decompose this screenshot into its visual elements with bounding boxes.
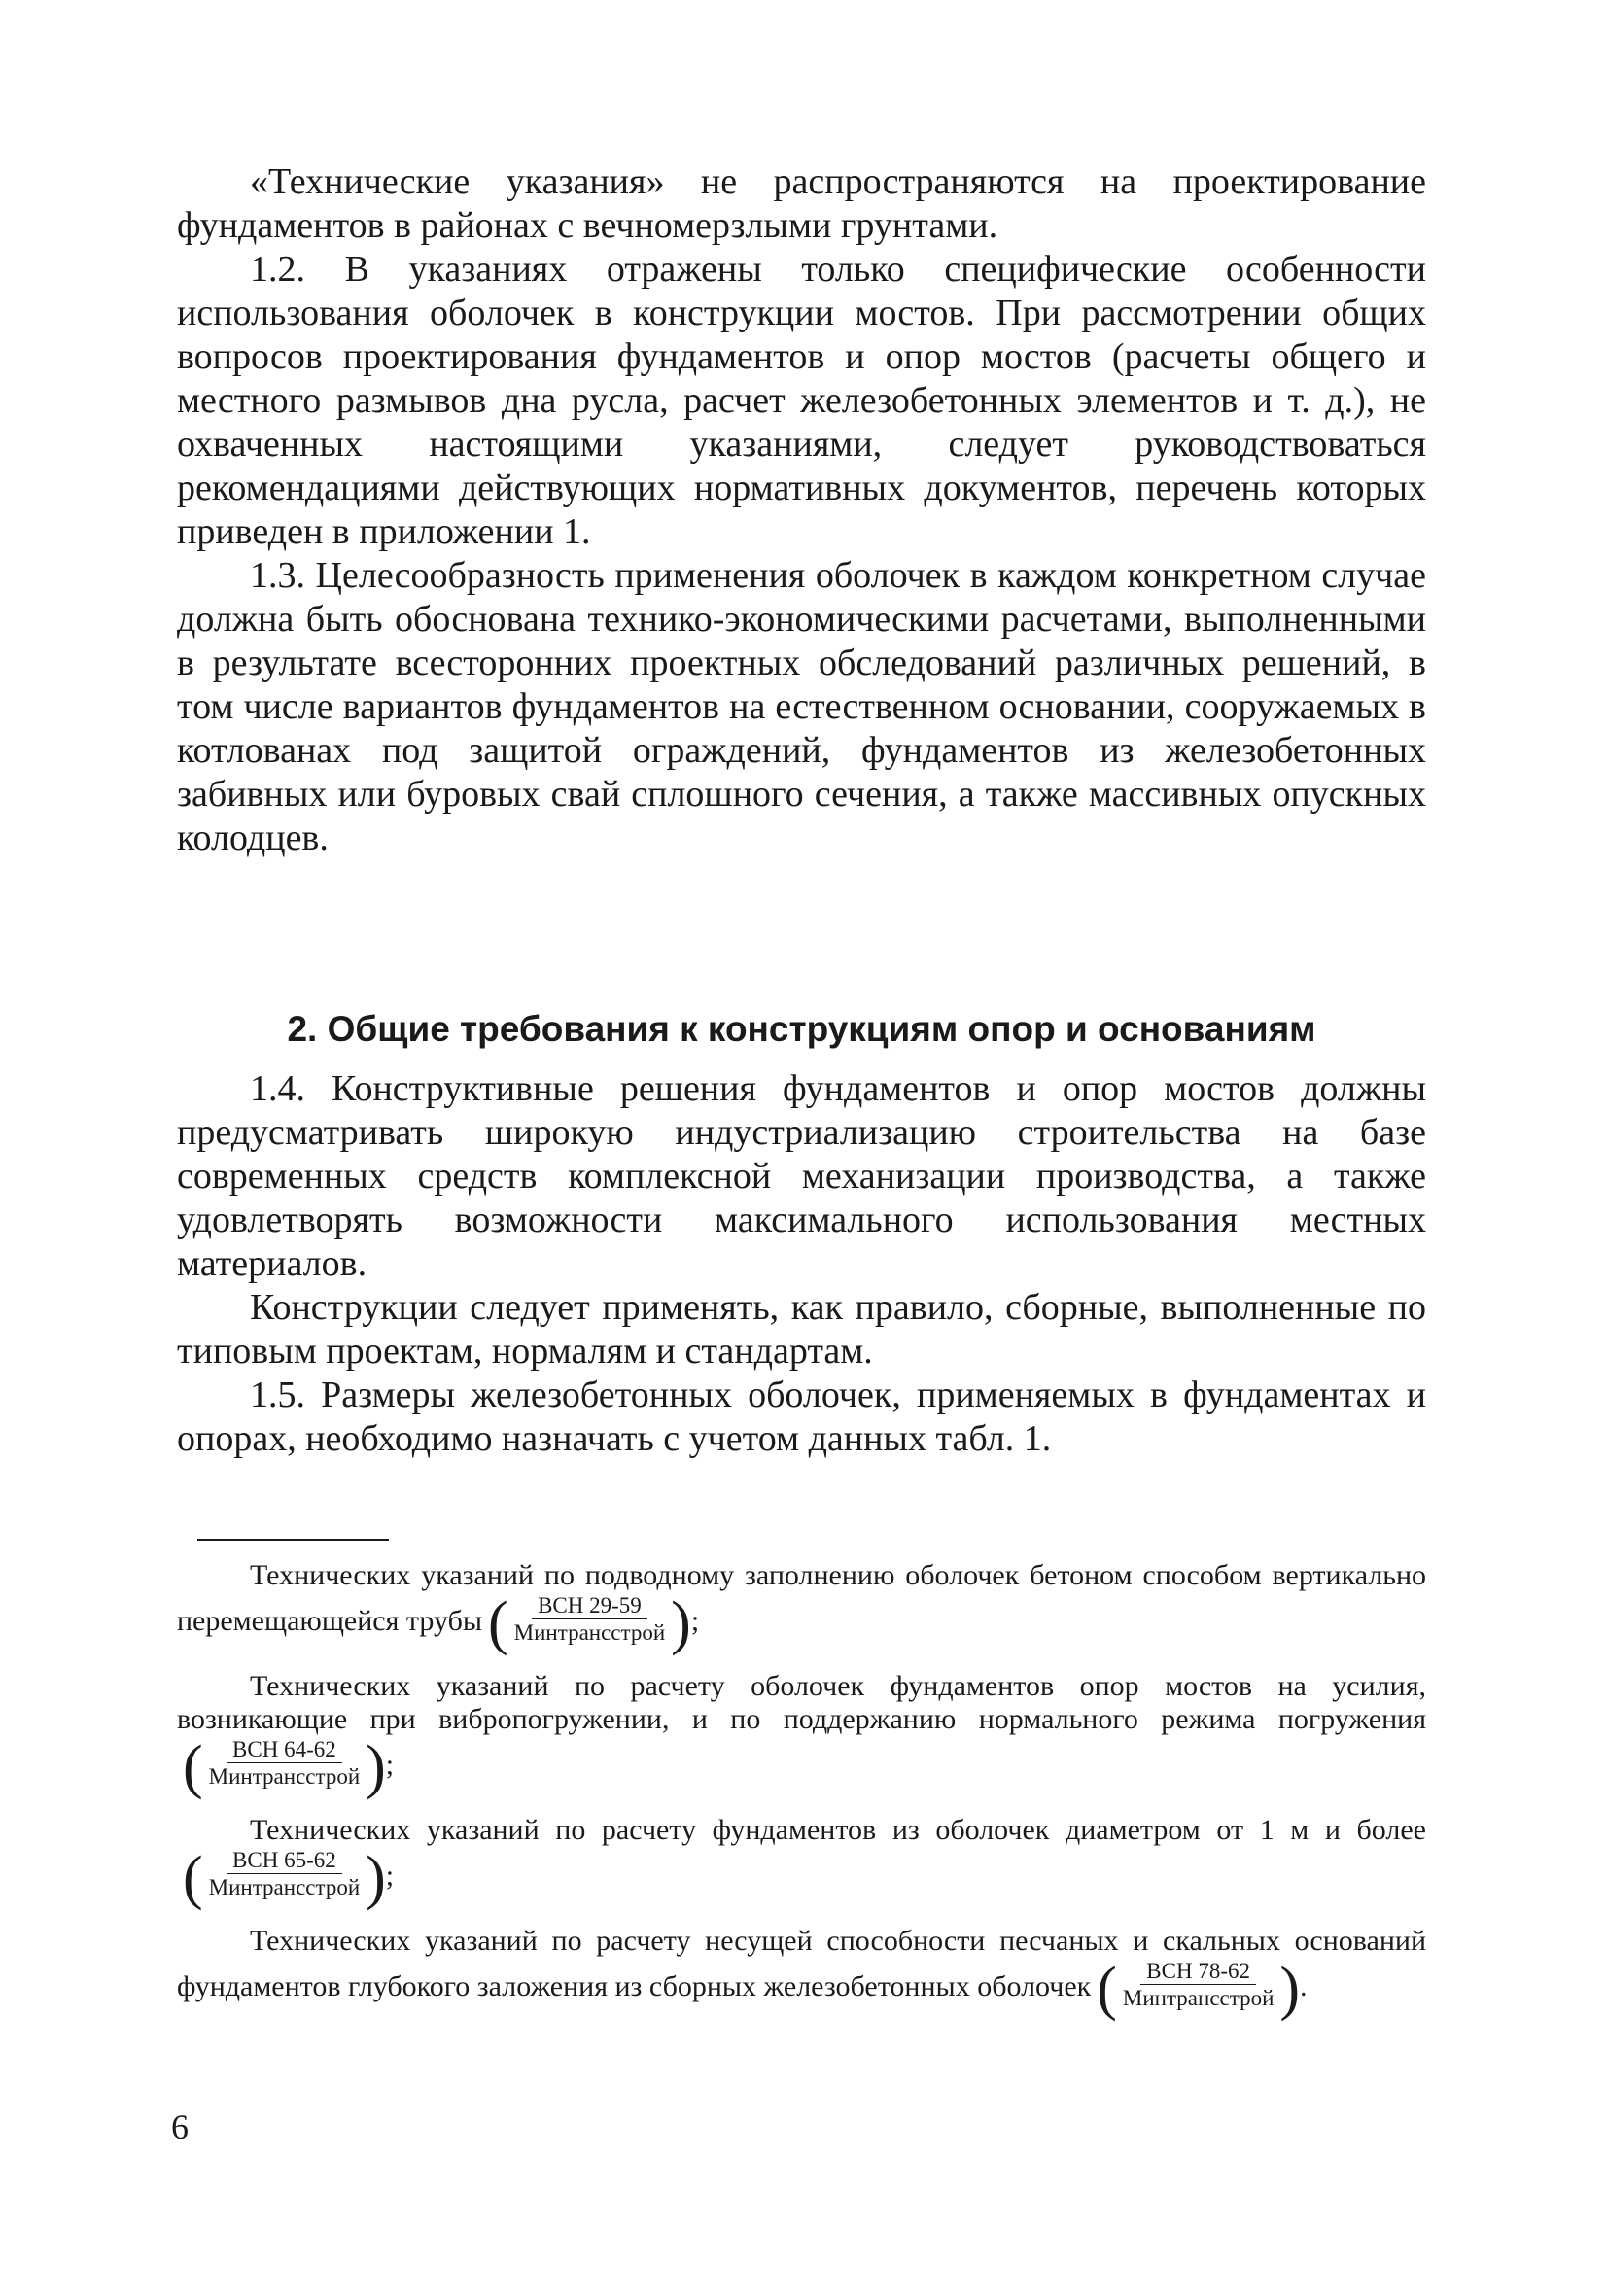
issuing-ministry: Минтрансстрой <box>1122 1986 1275 2010</box>
issuing-ministry: Минтрансстрой <box>513 1620 666 1645</box>
paragraph: «Технические указания» не распространяются на проектирование фундаментов в районах с вечномерзлыми грунтами. <box>177 161 1426 246</box>
footnote-text: Технических указаний по расчету фундаментов из оболочек диаметром от 1 м и более <box>250 1814 1426 1846</box>
section-heading: 2. Общие требования к конструкциям опор и основаниям <box>287 1009 1316 1049</box>
footnote-text: Технических указаний по подводному заполнению оболочек бетоном способом вертикально перемещающейся трубы <box>177 1559 1426 1637</box>
footnote-text: Технических указаний по расчету оболочек фундаментов опор мостов на усилия, возникающие при вибропогружении, и по поддержанию нормального режима погружения <box>177 1670 1426 1735</box>
paragraph-1-5: 1.5. Размеры железобетонных оболочек, применяемых в фундаментах и опорах, необходимо назначать с учетом данных табл. 1. <box>177 1374 1426 1459</box>
document-code-fraction: ( $\frac{\text{ВСН 64-62}}{\text{Минтрансстрой}}$ ) <box>183 1734 386 1800</box>
document-code: ВСН 29-59 <box>532 1592 647 1619</box>
footnote-separator <box>197 1539 389 1541</box>
footnote-item <box>177 1670 1426 1798</box>
footnotes <box>177 1559 1426 2035</box>
page-number: 6 <box>171 2107 189 2146</box>
document-code-fraction: ( $\frac{\text{ВСН 29-59}}{\text{Минтрансстрой}}$ ) <box>488 1590 691 1656</box>
issuing-ministry: Минтрансстрой <box>208 1764 361 1789</box>
footnote-end-mark: ; <box>385 1748 395 1781</box>
paragraph-1-4: 1.4. Конструктивные решения фундаментов и опор мостов должны предусматривать широкую индустриализацию строительства на базе современных средств комплексной механизации производства, а также удовлетворять возможности максимального использования местных материалов. <box>177 1068 1426 1284</box>
document-code: ВСН 65-62 <box>227 1847 342 1874</box>
intro-text-block <box>177 160 1426 860</box>
footnote-item <box>177 1814 1426 1909</box>
document-code: ВСН 64-62 <box>227 1736 342 1763</box>
footnote-item <box>177 1559 1426 1654</box>
paragraph-1-3: 1.3. Целесообразность применения оболочек в каждом конкретном случае должна быть обоснована технико-экономическими расчетами, выполненными в результате всесторонних проектных обследований различных решений, в том числе вариантов фундаментов на естественном основании, сооружаемых в котлованах под защитой ограждений, фундаментов из железобетонных забивных или буровых свай сплошного сечения, а также массивных опускных колодцев. <box>177 555 1426 858</box>
footnote-end-mark: ; <box>690 1604 700 1637</box>
paragraph: Конструкции следует применять, как правило, сборные, выполненные по типовым проектам, нормалям и стандартам. <box>177 1287 1426 1372</box>
paragraph-1-2: 1.2. В указаниях отражены только специфические особенности использования оболочек в конструкции мостов. При рассмотрении общих вопросов проектирования фундаментов и опор мостов (расчеты общего и местного размывов дна русла, расчет железобетонных элементов и т. д.), не охваченных настоящими указаниями, следует руководствоваться рекомендациями действующих нормативных документов, перечень которых приведен в приложении 1. <box>177 249 1426 552</box>
footnote-end-mark: ; <box>385 1859 395 1892</box>
document-code-fraction: ( $\frac{\text{ВСН 65-62}}{\text{Минтрансстрой}}$ ) <box>183 1845 386 1911</box>
section-text-block <box>177 1067 1426 1461</box>
document-code-fraction: ( $\frac{\text{ВСН 78-62}}{\text{Минтрансстрой}}$ ) <box>1097 1956 1301 2022</box>
footnote-end-mark: . <box>1300 1969 1308 2002</box>
footnote-text: Технических указаний по расчету несущей способности песчаных и скальных оснований фундаментов глубокого заложения из сборных железобетонных оболочек <box>177 1925 1426 2002</box>
footnote-item <box>177 1925 1426 2020</box>
issuing-ministry: Минтрансстрой <box>208 1875 361 1899</box>
document-code: ВСН 78-62 <box>1140 1958 1256 1985</box>
